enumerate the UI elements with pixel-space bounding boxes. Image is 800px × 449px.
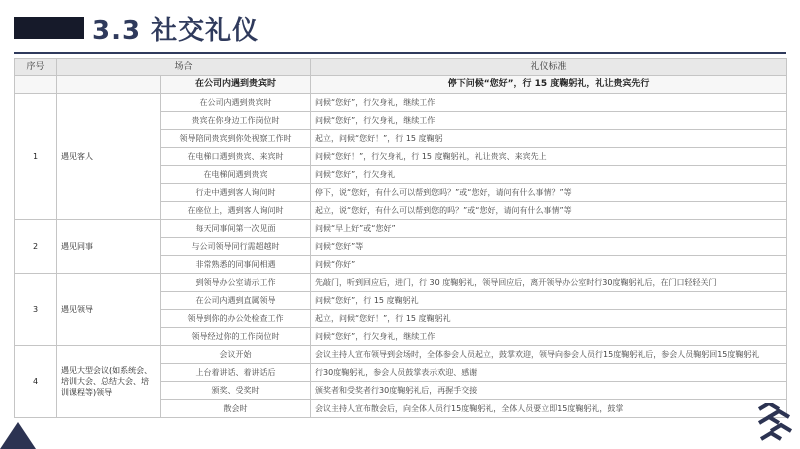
header-standard: 礼仪标准: [311, 59, 787, 76]
situation-cell: 在公司内遇到直属领导: [161, 292, 311, 310]
situation-cell: 非常熟悉的同事间相遇: [161, 256, 311, 274]
situation-cell: 在公司内遇到贵宾时: [161, 94, 311, 112]
situation-cell: 散会时: [161, 400, 311, 418]
situation-cell: 在电梯间遇到贵宾: [161, 166, 311, 184]
standard-cell: 会议主持人宣布散会后，向全体人员行15度鞠躬礼，全体人员要立即15度鞠躬礼，鼓掌: [311, 400, 787, 418]
standard-cell: 问候“您好”，行欠身礼: [311, 166, 787, 184]
chevron-decoration-icon: [757, 403, 795, 445]
corner-triangle-decoration: [0, 422, 36, 449]
situation-cell: 在电梯口遇到贵宾、来宾时: [161, 148, 311, 166]
header-no: 序号: [15, 59, 57, 76]
situation-cell: 颁奖、受奖时: [161, 382, 311, 400]
table-row: [15, 94, 787, 112]
etiquette-table: [14, 58, 787, 418]
standard-cell: 问候“您好！”，行欠身礼，行 15 度鞠躬礼，礼让贵宾、来宾先上: [311, 148, 787, 166]
subheader-standard: 停下问候“您好”，行 15 度鞠躬礼，礼让贵宾先行: [311, 76, 787, 94]
standard-cell: 停下，说“您好，有什么可以帮到您吗？”或“您好，请问有什么事情？”等: [311, 184, 787, 202]
standard-cell: 问候“您好”，行欠身礼，继续工作: [311, 112, 787, 130]
group-number: 2: [15, 220, 57, 274]
situation-cell: 上台着讲话、着讲话后: [161, 364, 311, 382]
table-row: [15, 346, 787, 364]
group-number: 4: [15, 346, 57, 418]
table-subheader-row: [15, 76, 787, 94]
standard-cell: 起立，问候“您好！”，行 15 度鞠躬礼: [311, 310, 787, 328]
standard-cell: 问候“早上好”或“您好”: [311, 220, 787, 238]
title-marker-bar: [14, 17, 84, 39]
group-number: 1: [15, 94, 57, 220]
group-occasion: 遇见同事: [57, 220, 161, 274]
situation-cell: 在座位上，遇到客人询问时: [161, 202, 311, 220]
standard-cell: 问候“您好”，行 15 度鞠躬礼: [311, 292, 787, 310]
standard-cell: 会议主持人宣布领导到会场时，全体参会人员起立，鼓掌欢迎，领导向参会人员行15度鞠躬礼后，参会人员鞠躬回15度鞠躬礼: [311, 346, 787, 364]
table-row: [15, 220, 787, 238]
situation-cell: 领导陪同贵宾到你处视察工作时: [161, 130, 311, 148]
table-body: [15, 59, 787, 418]
page-title: 3.3 社交礼仪: [92, 16, 260, 46]
standard-cell: 起立，说“您好，有什么可以帮到您的吗？”或“您好，请问有什么事情”等: [311, 202, 787, 220]
situation-cell: 到领导办公室请示工作: [161, 274, 311, 292]
standard-cell: 问候“您好”，行欠身礼，继续工作: [311, 328, 787, 346]
header-occasion: 场合: [57, 59, 311, 76]
situation-cell: 贵宾在你身边工作岗位时: [161, 112, 311, 130]
situation-cell: 领导到你的办公处检查工作: [161, 310, 311, 328]
standard-cell: 问候“您好”等: [311, 238, 787, 256]
standard-cell: 问候“你好”: [311, 256, 787, 274]
standard-cell: 先敲门，听到回应后，进门，行 30 度鞠躬礼，领导回应后，离开领导办公室时行30度鞠躬礼后，在门口轻轻关门: [311, 274, 787, 292]
group-occasion: 遇见大型会议(如系统会、培训大会、总结大会、培训课程等)领导: [57, 346, 161, 418]
table-header-row: [15, 59, 787, 76]
subheader-situation: 在公司内遇到贵宾时: [161, 76, 311, 94]
standard-cell: 问候“您好”，行欠身礼，继续工作: [311, 94, 787, 112]
situation-cell: 会议开始: [161, 346, 311, 364]
standard-cell: 起立，问候“您好！”，行 15 度鞠躬: [311, 130, 787, 148]
group-occasion: 遇见领导: [57, 274, 161, 346]
title-divider: [14, 52, 786, 54]
group-number: 3: [15, 274, 57, 346]
standard-cell: 行30度鞠躬礼，参会人员鼓掌表示欢迎、感谢: [311, 364, 787, 382]
situation-cell: 每天同事间第一次见面: [161, 220, 311, 238]
standard-cell: 颁奖者和受奖者行30度鞠躬礼后，再握手交接: [311, 382, 787, 400]
situation-cell: 与公司领导同行需超越时: [161, 238, 311, 256]
group-occasion: 遇见客人: [57, 94, 161, 220]
situation-cell: 行走中遇到客人询问时: [161, 184, 311, 202]
table-row: [15, 274, 787, 292]
situation-cell: 领导经过你的工作岗位时: [161, 328, 311, 346]
